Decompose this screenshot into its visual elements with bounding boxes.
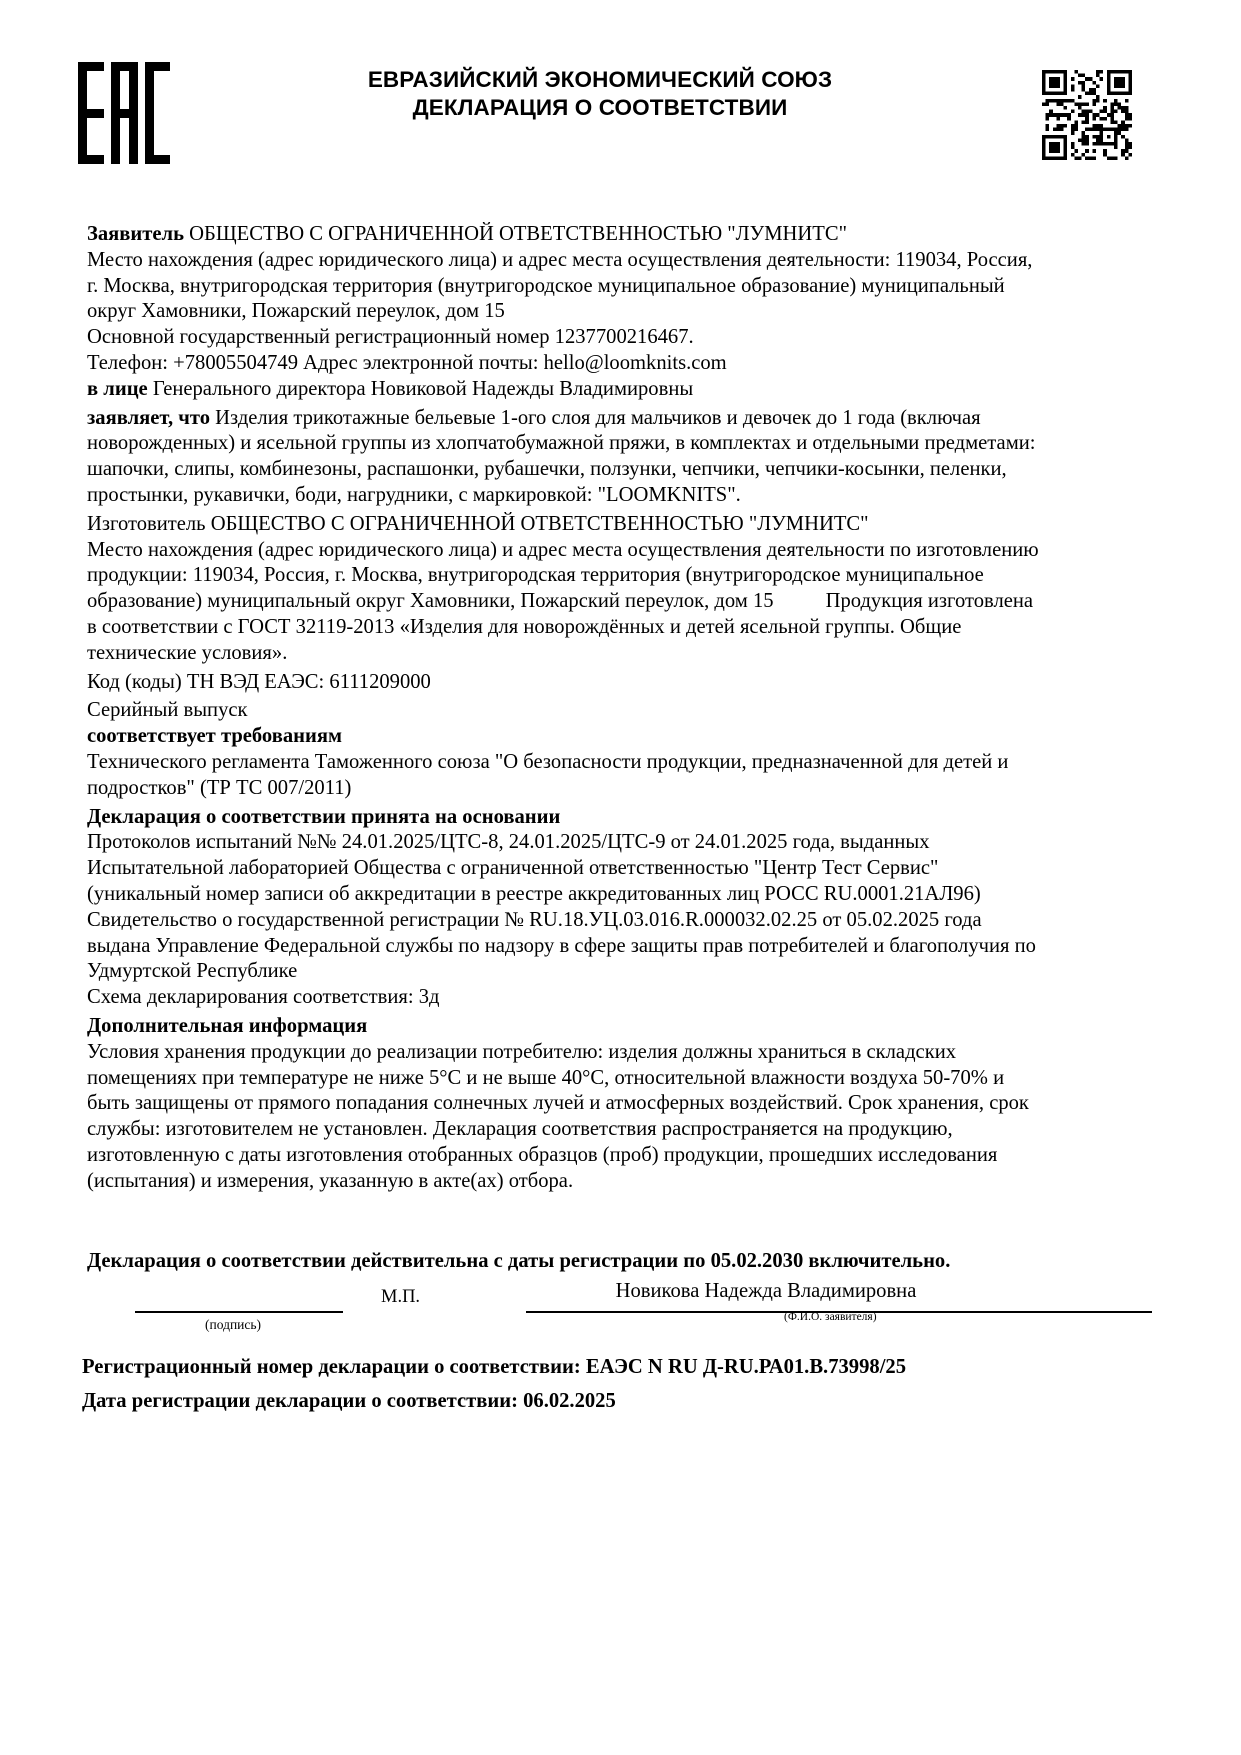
basis-line: Удмуртской Республике: [87, 960, 298, 983]
validity-statement: Декларация о соответствии действительна с даты регистрации по 05.02.2030 включительно.: [87, 1250, 951, 1272]
document-title: [300, 66, 900, 122]
product-description: Изделия трикотажные бельевые 1-ого слоя для мальчиков и девочек до 1 года (включая: [210, 406, 981, 429]
declaration-scheme: Схема декларирования соответствия: 3д: [87, 986, 440, 1009]
basis-heading: Декларация о соответствии принята на основании: [87, 805, 561, 828]
manufacturer-name: Изготовитель ОБЩЕСТВО С ОГРАНИЧЕННОЙ ОТВЕТСТВЕННОСТЬЮ "ЛУМНИТС": [87, 512, 869, 535]
conformity-line: Технического регламента Таможенного союза "О безопасности продукции, предназначенной для детей и: [87, 750, 1009, 773]
additional-line: (испытания) и измерения, указанную в акте(ах) отбора.: [87, 1169, 574, 1192]
additional-line: изготовленную с даты изготовления отобранных образцов (проб) продукции, прошедших исследования: [87, 1143, 998, 1166]
gost-line: в соответствии с ГОСТ 32119-2013 «Изделия для новорождённых и детей ясельной группы. Общие: [87, 615, 962, 638]
additional-line: быть защищены от прямого попадания солнечных лучей и атмосферных воздействий. Срок хранения, срок: [87, 1092, 1029, 1115]
basis-line: Испытательной лабораторией Общества с ограниченной ответственностью "Центр Тест Сервис": [87, 857, 939, 880]
gost-line: технические условия».: [87, 641, 288, 664]
basis-line: (уникальный номер записи об аккредитации в реестре аккредитованных лиц РОСС RU.0001.21АЛ96): [87, 882, 981, 905]
additional-line: Условия хранения продукции до реализации потребителю: изделия должны храниться в складских: [87, 1040, 957, 1063]
signature-line: [135, 1311, 343, 1313]
applicant-label: Заявитель: [87, 223, 184, 245]
product-description-line: шапочки, слипы, комбинезоны, распашонки, рубашечки, ползунки, чепчики, чепчики-косынки, пеленки,: [87, 458, 1007, 481]
additional-heading: Дополнительная информация: [87, 1014, 368, 1037]
signer-name: Новикова Надежда Владимировна: [615, 1280, 917, 1302]
manufacturer-address-line: продукции: 119034, Россия, г. Москва, внутригородская территория (внутригородское муниципальное: [87, 564, 984, 587]
registration-date: Дата регистрации декларации о соответствии: 06.02.2025: [82, 1390, 616, 1412]
signature-caption: (подпись): [205, 1317, 262, 1332]
applicant-address-line: Место нахождения (адрес юридического лица) и адрес места осуществления деятельности: 119034, Россия,: [87, 248, 1033, 271]
applicant-ogrn: Основной государственный регистрационный номер 1237700216467.: [87, 326, 694, 349]
manufacturer-address-end: образование) муниципальный округ Хамовники, Пожарский переулок, дом 15: [87, 590, 774, 613]
applicant-line: [87, 222, 1167, 248]
applicant-name: ОБЩЕСТВО С ОГРАНИЧЕННОЙ ОТВЕТСТВЕННОСТЬЮ "ЛУМНИТС": [184, 223, 848, 245]
declares-line: [87, 406, 1167, 432]
representative-line: [87, 377, 1167, 403]
declares-label: заявляет, что: [87, 406, 211, 429]
registration-number: Регистрационный номер декларации о соответствии: ЕАЭС N RU Д-RU.РА01.В.73998/25: [82, 1356, 907, 1378]
additional-line: помещениях при температуре не ниже 5°С и не выше 40°С, относительной влажности воздуха 50-70% и: [87, 1066, 1005, 1089]
applicant-contacts: Телефон: +78005504749 Адрес электронной почты: hello@loomknits.com: [87, 351, 727, 374]
product-description-line: простынки, рукавички, боди, нагрудники, с маркировкой: "LOOMKNITS".: [87, 483, 741, 506]
release-type: Серийный выпуск: [87, 699, 248, 722]
representative-label: в лице: [87, 377, 148, 400]
applicant-address-line: округ Хамовники, Пожарский переулок, дом 15: [87, 300, 505, 323]
additional-line: службы: изготовителем не установлен. Декларация соответствия распространяется на продукцию,: [87, 1118, 953, 1141]
title-declaration: ДЕКЛАРАЦИЯ О СООТВЕТСТВИИ: [412, 95, 788, 120]
basis-line: Протоколов испытаний №№ 24.01.2025/ЦТС-8, 24.01.2025/ЦТС-9 от 24.01.2025 года, выданных: [87, 831, 930, 854]
basis-line: выдана Управление Федеральной службы по надзору в сфере защиты прав потребителей и благополучия по: [87, 934, 1036, 957]
eac-mark-icon: [78, 62, 170, 164]
hs-code: Код (коды) ТН ВЭД ЕАЭС: 6111209000: [87, 670, 431, 693]
conformity-heading: соответствует требованиям: [87, 725, 343, 748]
declaration-body: [87, 222, 1167, 1194]
basis-line: Свидетельство о государственной регистрации № RU.18.УЦ.03.016.R.000032.02.25 от 05.02.2025 года: [87, 908, 982, 931]
applicant-address-line: г. Москва, внутригородская территория (внутригородское муниципальное образование) муниципальный: [87, 274, 1005, 297]
product-description-line: новорожденных) и ясельной группы из хлопчатобумажной пряжи, в комплектах и отдельными предметами:: [87, 432, 1036, 455]
conformity-line: подростков" (ТР ТС 007/2011): [87, 776, 352, 799]
manufacturer-address-line: Место нахождения (адрес юридического лица) и адрес места осуществления деятельности по изготовлению: [87, 538, 1039, 561]
title-union: ЕВРАЗИЙСКИЙ ЭКОНОМИЧЕСКИЙ СОЮЗ: [367, 67, 833, 92]
representative-name: Генерального директора Новиковой Надежды Владимировны: [147, 377, 694, 400]
stamp-label: М.П.: [381, 1287, 421, 1307]
name-caption: (Ф.И.О. заявителя): [784, 1311, 877, 1323]
manufactured-per-label: Продукция изготовлена: [825, 590, 1034, 613]
manufacturer-address-line: [87, 589, 1167, 615]
qr-code-icon[interactable]: [1042, 70, 1132, 160]
